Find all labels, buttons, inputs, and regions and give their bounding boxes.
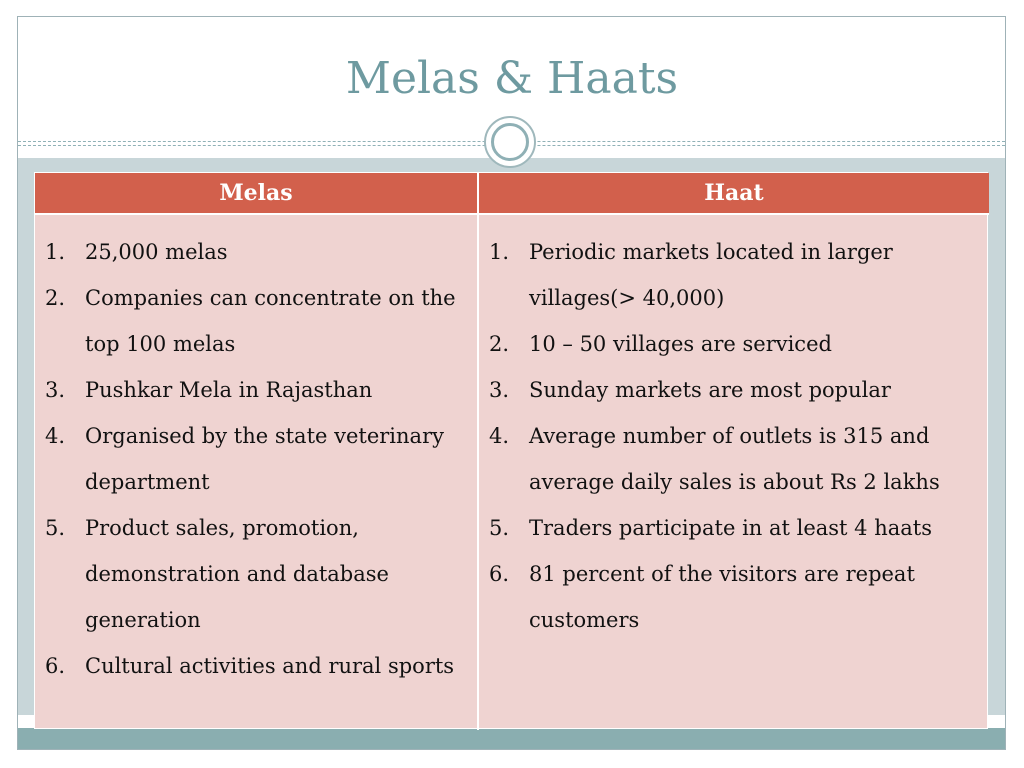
list-item <box>479 321 989 367</box>
list-item-text: Organised by the state veterinary department <box>85 424 444 494</box>
list-item-text: Cultural activities and rural sports <box>85 654 455 678</box>
list-item-number: 2. <box>489 332 510 356</box>
list-item-number: 3. <box>45 378 66 402</box>
list-item <box>35 413 477 505</box>
list-item <box>479 551 989 643</box>
melas-cell <box>35 213 479 730</box>
list-item-number: 1. <box>489 240 510 264</box>
list-item-number: 4. <box>45 424 66 448</box>
slide-title: Melas & Haats <box>345 53 679 104</box>
haat-list <box>479 229 989 643</box>
list-item-number: 4. <box>489 424 510 448</box>
melas-list <box>35 229 477 689</box>
list-item-text: Companies can concentrate on the top 100 melas <box>85 286 456 356</box>
list-item-text: 81 percent of the visitors are repeat customers <box>529 562 915 632</box>
list-item <box>35 275 477 367</box>
list-item-text: Traders participate in at least 4 haats <box>529 516 932 540</box>
list-item-text: 10 – 50 villages are serviced <box>529 332 832 356</box>
list-item-text: Sunday markets are most popular <box>529 378 891 402</box>
list-item-text: Pushkar Mela in Rajasthan <box>85 378 373 402</box>
list-item <box>479 229 989 321</box>
list-item <box>479 367 989 413</box>
bottom-bar <box>18 728 1005 749</box>
comparison-table <box>34 172 988 729</box>
list-item <box>35 643 477 689</box>
header-melas: Melas <box>35 173 479 213</box>
list-item <box>35 229 477 275</box>
list-item-text: Periodic markets located in larger villages(> 40,000) <box>529 240 893 310</box>
list-item-number: 6. <box>45 654 66 678</box>
list-item-number: 5. <box>45 516 66 540</box>
list-item <box>479 413 989 505</box>
haat-cell <box>479 213 989 730</box>
list-item <box>479 505 989 551</box>
header-haat: Haat <box>479 173 989 213</box>
list-item-number: 3. <box>489 378 510 402</box>
list-item-number: 2. <box>45 286 66 310</box>
list-item <box>35 367 477 413</box>
list-item-number: 6. <box>489 562 510 586</box>
list-item-text: 25,000 melas <box>85 240 228 264</box>
list-item-number: 1. <box>45 240 66 264</box>
list-item-text: Product sales, promotion, demonstration and database generation <box>85 516 389 632</box>
list-item <box>35 505 477 643</box>
circle-ornament-icon <box>484 116 536 168</box>
list-item-number: 5. <box>489 516 510 540</box>
list-item-text: Average number of outlets is 315 and average daily sales is about Rs 2 lakhs <box>529 424 940 494</box>
